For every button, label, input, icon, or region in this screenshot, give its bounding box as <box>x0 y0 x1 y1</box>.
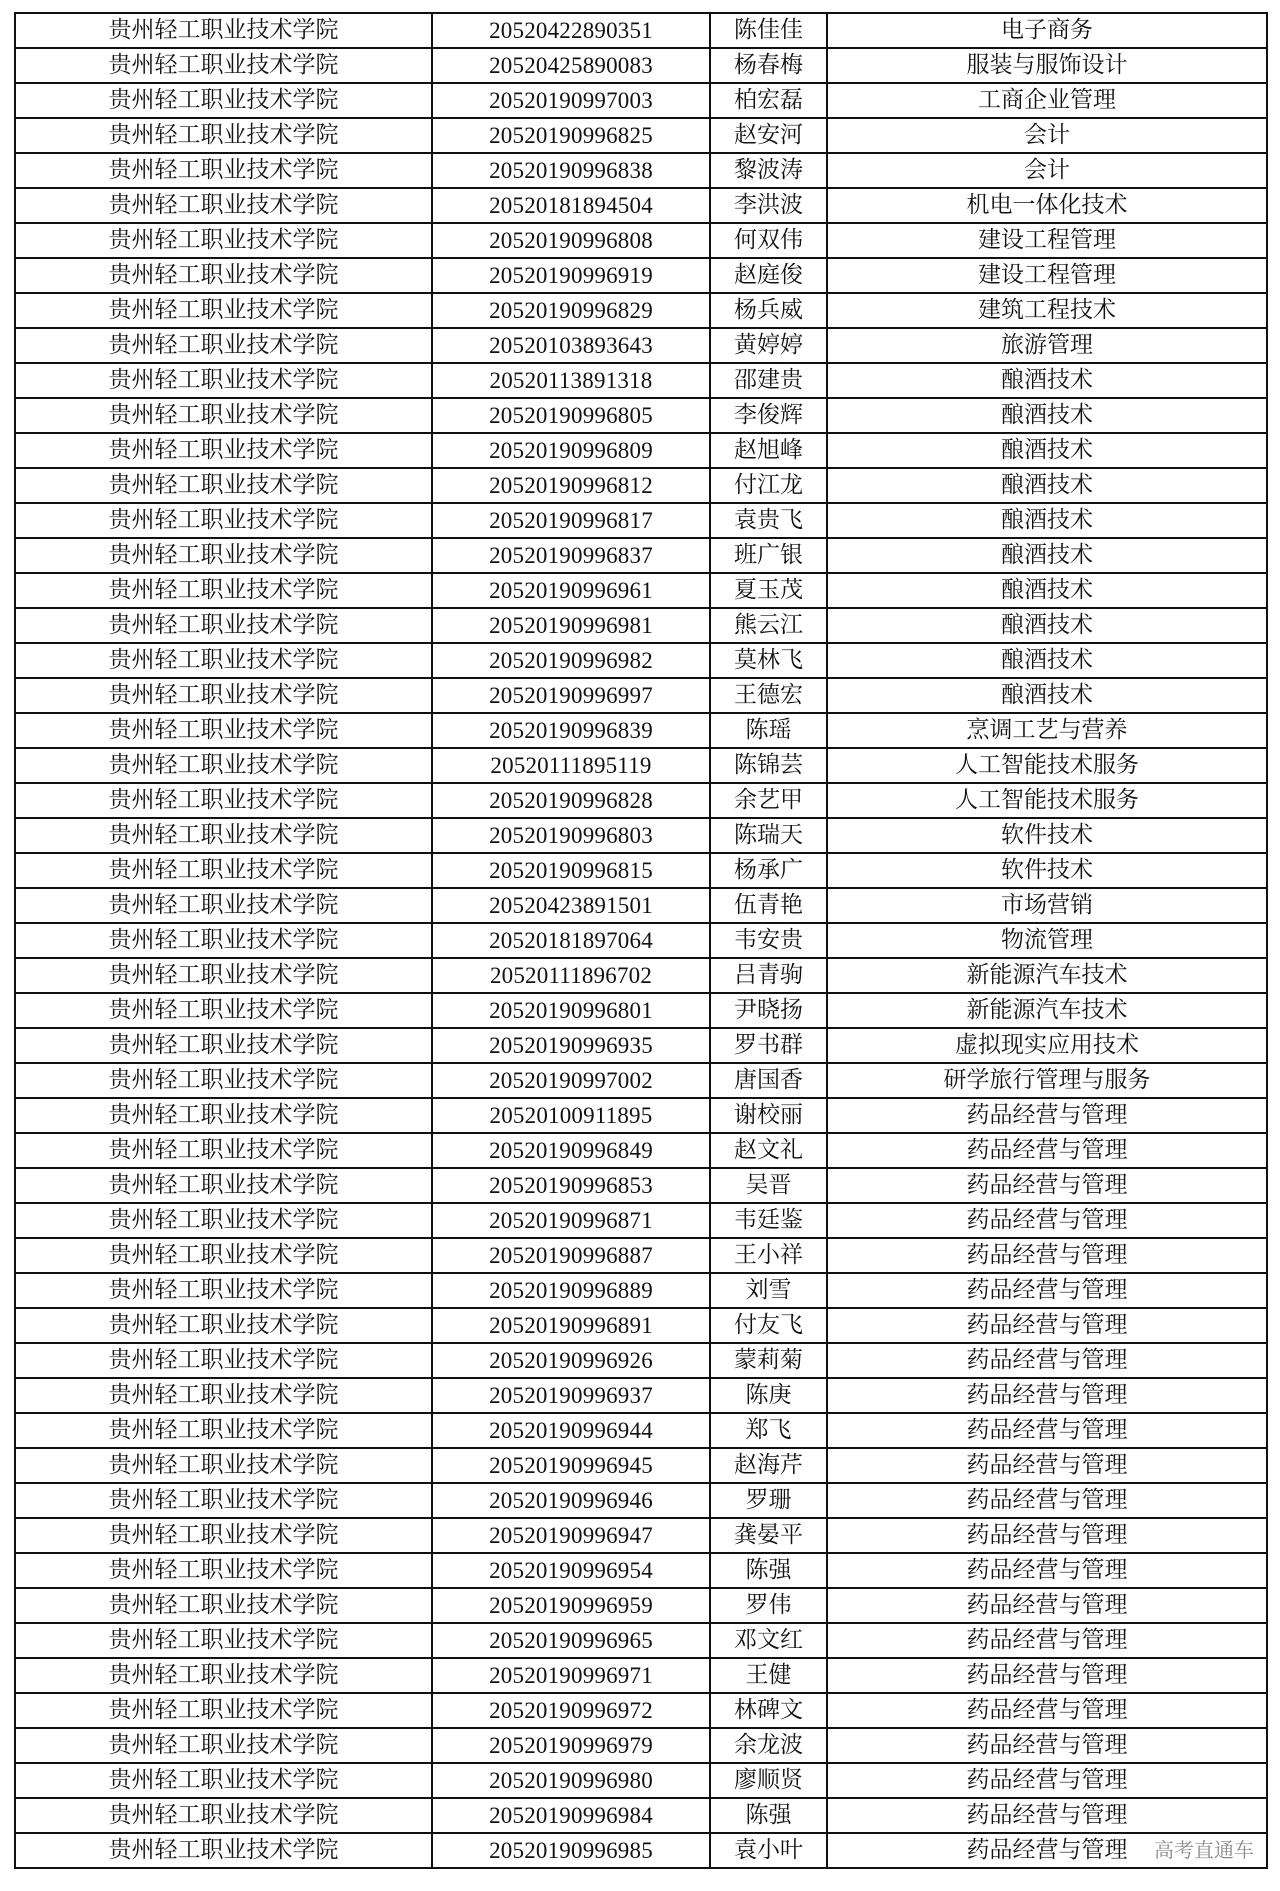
student-name-cell: 赵海芹 <box>710 1448 827 1483</box>
school-cell: 贵州轻工职业技术学院 <box>15 1798 432 1833</box>
student-name-cell: 韦廷鉴 <box>710 1203 827 1238</box>
exam-id-cell: 20520190996946 <box>432 1483 710 1518</box>
major-cell: 药品经营与管理 <box>827 1273 1267 1308</box>
table-row <box>15 573 1267 608</box>
exam-id-cell: 20520425890083 <box>432 48 710 83</box>
student-name-cell: 付友飞 <box>710 1308 827 1343</box>
major-cell: 酿酒技术 <box>827 573 1267 608</box>
major-cell: 人工智能技术服务 <box>827 783 1267 818</box>
school-cell: 贵州轻工职业技术学院 <box>15 153 432 188</box>
major-cell: 电子商务 <box>827 13 1267 48</box>
major-cell: 药品经营与管理 <box>827 1798 1267 1833</box>
exam-id-cell: 20520190996954 <box>432 1553 710 1588</box>
major-cell: 市场营销 <box>827 888 1267 923</box>
table-row <box>15 958 1267 993</box>
table-row <box>15 328 1267 363</box>
school-cell: 贵州轻工职业技术学院 <box>15 993 432 1028</box>
table-row <box>15 1518 1267 1553</box>
school-cell: 贵州轻工职业技术学院 <box>15 1833 432 1868</box>
exam-id-cell: 20520190996817 <box>432 503 710 538</box>
exam-id-cell: 20520190997003 <box>432 83 710 118</box>
student-name-cell: 袁小叶 <box>710 1833 827 1868</box>
school-cell: 贵州轻工职业技术学院 <box>15 1203 432 1238</box>
major-cell: 药品经营与管理 <box>827 1833 1267 1868</box>
exam-id-cell: 20520190997002 <box>432 1063 710 1098</box>
school-cell: 贵州轻工职业技术学院 <box>15 1693 432 1728</box>
major-cell: 酿酒技术 <box>827 468 1267 503</box>
table-row <box>15 1273 1267 1308</box>
student-name-cell: 黎波涛 <box>710 153 827 188</box>
admission-list-table <box>14 12 1268 1869</box>
table-row <box>15 398 1267 433</box>
table-row <box>15 1168 1267 1203</box>
exam-id-cell: 20520190996944 <box>432 1413 710 1448</box>
table-row <box>15 853 1267 888</box>
table-row <box>15 223 1267 258</box>
student-name-cell: 龚晏平 <box>710 1518 827 1553</box>
student-name-cell: 尹晓扬 <box>710 993 827 1028</box>
school-cell: 贵州轻工职业技术学院 <box>15 1098 432 1133</box>
student-name-cell: 陈庚 <box>710 1378 827 1413</box>
major-cell: 药品经营与管理 <box>827 1378 1267 1413</box>
table-row <box>15 1798 1267 1833</box>
school-cell: 贵州轻工职业技术学院 <box>15 258 432 293</box>
student-name-cell: 邵建贵 <box>710 363 827 398</box>
table-row <box>15 1553 1267 1588</box>
table-row <box>15 643 1267 678</box>
exam-id-cell: 20520190996945 <box>432 1448 710 1483</box>
major-cell: 药品经营与管理 <box>827 1203 1267 1238</box>
table-row <box>15 748 1267 783</box>
major-cell: 药品经营与管理 <box>827 1483 1267 1518</box>
student-name-cell: 韦安贵 <box>710 923 827 958</box>
exam-id-cell: 20520190996829 <box>432 293 710 328</box>
table-row <box>15 83 1267 118</box>
exam-id-cell: 20520190996839 <box>432 713 710 748</box>
student-name-cell: 赵文礼 <box>710 1133 827 1168</box>
table-row <box>15 1623 1267 1658</box>
student-name-cell: 王德宏 <box>710 678 827 713</box>
major-cell: 软件技术 <box>827 818 1267 853</box>
major-cell: 药品经营与管理 <box>827 1728 1267 1763</box>
major-cell: 烹调工艺与营养 <box>827 713 1267 748</box>
school-cell: 贵州轻工职业技术学院 <box>15 608 432 643</box>
table-row <box>15 993 1267 1028</box>
exam-id-cell: 20520190996825 <box>432 118 710 153</box>
school-cell: 贵州轻工职业技术学院 <box>15 1658 432 1693</box>
school-cell: 贵州轻工职业技术学院 <box>15 328 432 363</box>
exam-id-cell: 20520190996805 <box>432 398 710 433</box>
major-cell: 建筑工程技术 <box>827 293 1267 328</box>
table-row <box>15 1413 1267 1448</box>
table-row <box>15 1763 1267 1798</box>
school-cell: 贵州轻工职业技术学院 <box>15 1063 432 1098</box>
student-name-cell: 罗珊 <box>710 1483 827 1518</box>
student-name-cell: 罗伟 <box>710 1588 827 1623</box>
exam-id-cell: 20520190996838 <box>432 153 710 188</box>
school-cell: 贵州轻工职业技术学院 <box>15 923 432 958</box>
school-cell: 贵州轻工职业技术学院 <box>15 1168 432 1203</box>
school-cell: 贵州轻工职业技术学院 <box>15 1588 432 1623</box>
student-name-cell: 邓文红 <box>710 1623 827 1658</box>
school-cell: 贵州轻工职业技术学院 <box>15 1028 432 1063</box>
table-row <box>15 1343 1267 1378</box>
table-row <box>15 608 1267 643</box>
major-cell: 软件技术 <box>827 853 1267 888</box>
exam-id-cell: 20520111896702 <box>432 958 710 993</box>
exam-id-cell: 20520103893643 <box>432 328 710 363</box>
student-name-cell: 夏玉茂 <box>710 573 827 608</box>
student-name-cell: 陈瑶 <box>710 713 827 748</box>
major-cell: 酿酒技术 <box>827 643 1267 678</box>
student-name-cell: 杨春梅 <box>710 48 827 83</box>
student-name-cell: 郑飞 <box>710 1413 827 1448</box>
school-cell: 贵州轻工职业技术学院 <box>15 1518 432 1553</box>
school-cell: 贵州轻工职业技术学院 <box>15 853 432 888</box>
table-row <box>15 1308 1267 1343</box>
exam-id-cell: 20520190996808 <box>432 223 710 258</box>
table-row <box>15 258 1267 293</box>
table-row <box>15 188 1267 223</box>
exam-id-cell: 20520190996982 <box>432 643 710 678</box>
school-cell: 贵州轻工职业技术学院 <box>15 1343 432 1378</box>
major-cell: 服装与服饰设计 <box>827 48 1267 83</box>
school-cell: 贵州轻工职业技术学院 <box>15 48 432 83</box>
table-row <box>15 678 1267 713</box>
exam-id-cell: 20520190996984 <box>432 1798 710 1833</box>
student-name-cell: 付江龙 <box>710 468 827 503</box>
exam-id-cell: 20520190996871 <box>432 1203 710 1238</box>
student-name-cell: 王小祥 <box>710 1238 827 1273</box>
table-row <box>15 1693 1267 1728</box>
table-row <box>15 1063 1267 1098</box>
table-row <box>15 503 1267 538</box>
major-cell: 药品经营与管理 <box>827 1238 1267 1273</box>
exam-id-cell: 20520190996985 <box>432 1833 710 1868</box>
school-cell: 贵州轻工职业技术学院 <box>15 363 432 398</box>
student-name-cell: 伍青艳 <box>710 888 827 923</box>
exam-id-cell: 20520190996837 <box>432 538 710 573</box>
table-row <box>15 888 1267 923</box>
school-cell: 贵州轻工职业技术学院 <box>15 783 432 818</box>
exam-id-cell: 20520190996981 <box>432 608 710 643</box>
major-cell: 药品经营与管理 <box>827 1763 1267 1798</box>
major-cell: 酿酒技术 <box>827 608 1267 643</box>
student-name-cell: 赵安河 <box>710 118 827 153</box>
major-cell: 酿酒技术 <box>827 538 1267 573</box>
major-cell: 药品经营与管理 <box>827 1308 1267 1343</box>
exam-id-cell: 20520190996889 <box>432 1273 710 1308</box>
exam-id-cell: 20520190996971 <box>432 1658 710 1693</box>
school-cell: 贵州轻工职业技术学院 <box>15 643 432 678</box>
student-name-cell: 陈佳佳 <box>710 13 827 48</box>
exam-id-cell: 20520190996937 <box>432 1378 710 1413</box>
exam-id-cell: 20520190996815 <box>432 853 710 888</box>
student-name-cell: 陈瑞天 <box>710 818 827 853</box>
school-cell: 贵州轻工职业技术学院 <box>15 538 432 573</box>
school-cell: 贵州轻工职业技术学院 <box>15 713 432 748</box>
exam-id-cell: 20520190996997 <box>432 678 710 713</box>
table-row <box>15 363 1267 398</box>
major-cell: 虚拟现实应用技术 <box>827 1028 1267 1063</box>
student-name-cell: 罗书群 <box>710 1028 827 1063</box>
school-cell: 贵州轻工职业技术学院 <box>15 1238 432 1273</box>
student-name-cell: 刘雪 <box>710 1273 827 1308</box>
student-name-cell: 赵庭俊 <box>710 258 827 293</box>
exam-id-cell: 20520181897064 <box>432 923 710 958</box>
major-cell: 药品经营与管理 <box>827 1343 1267 1378</box>
exam-id-cell: 20520190996979 <box>432 1728 710 1763</box>
major-cell: 药品经营与管理 <box>827 1168 1267 1203</box>
student-name-cell: 蒙莉菊 <box>710 1343 827 1378</box>
table-row <box>15 153 1267 188</box>
school-cell: 贵州轻工职业技术学院 <box>15 1413 432 1448</box>
school-cell: 贵州轻工职业技术学院 <box>15 13 432 48</box>
major-cell: 新能源汽车技术 <box>827 958 1267 993</box>
major-cell: 机电一体化技术 <box>827 188 1267 223</box>
student-name-cell: 林碑文 <box>710 1693 827 1728</box>
table-row <box>15 1098 1267 1133</box>
student-name-cell: 廖顺贤 <box>710 1763 827 1798</box>
school-cell: 贵州轻工职业技术学院 <box>15 1448 432 1483</box>
table-row <box>15 1238 1267 1273</box>
school-cell: 贵州轻工职业技术学院 <box>15 1378 432 1413</box>
major-cell: 旅游管理 <box>827 328 1267 363</box>
exam-id-cell: 20520190996972 <box>432 1693 710 1728</box>
student-name-cell: 赵旭峰 <box>710 433 827 468</box>
major-cell: 酿酒技术 <box>827 678 1267 713</box>
exam-id-cell: 20520100911895 <box>432 1098 710 1133</box>
major-cell: 药品经营与管理 <box>827 1413 1267 1448</box>
major-cell: 药品经营与管理 <box>827 1658 1267 1693</box>
student-name-cell: 谢校丽 <box>710 1098 827 1133</box>
exam-id-cell: 20520190996853 <box>432 1168 710 1203</box>
table-row <box>15 1658 1267 1693</box>
table-row <box>15 48 1267 83</box>
school-cell: 贵州轻工职业技术学院 <box>15 888 432 923</box>
student-name-cell: 李洪波 <box>710 188 827 223</box>
table-row <box>15 468 1267 503</box>
exam-id-cell: 20520190996891 <box>432 1308 710 1343</box>
major-cell: 酿酒技术 <box>827 363 1267 398</box>
table-row <box>15 713 1267 748</box>
student-name-cell: 袁贵飞 <box>710 503 827 538</box>
major-cell: 药品经营与管理 <box>827 1623 1267 1658</box>
exam-id-cell: 20520190996935 <box>432 1028 710 1063</box>
school-cell: 贵州轻工职业技术学院 <box>15 818 432 853</box>
school-cell: 贵州轻工职业技术学院 <box>15 1133 432 1168</box>
school-cell: 贵州轻工职业技术学院 <box>15 1273 432 1308</box>
school-cell: 贵州轻工职业技术学院 <box>15 1483 432 1518</box>
exam-id-cell: 20520190996959 <box>432 1588 710 1623</box>
school-cell: 贵州轻工职业技术学院 <box>15 678 432 713</box>
school-cell: 贵州轻工职业技术学院 <box>15 1553 432 1588</box>
student-name-cell: 班广银 <box>710 538 827 573</box>
major-cell: 药品经营与管理 <box>827 1133 1267 1168</box>
exam-id-cell: 20520190996961 <box>432 573 710 608</box>
major-cell: 建设工程管理 <box>827 258 1267 293</box>
exam-id-cell: 20520190996812 <box>432 468 710 503</box>
school-cell: 贵州轻工职业技术学院 <box>15 398 432 433</box>
student-name-cell: 余艺甲 <box>710 783 827 818</box>
student-name-cell: 熊云江 <box>710 608 827 643</box>
table-row <box>15 1833 1267 1868</box>
school-cell: 贵州轻工职业技术学院 <box>15 188 432 223</box>
major-cell: 酿酒技术 <box>827 433 1267 468</box>
student-name-cell: 王健 <box>710 1658 827 1693</box>
exam-id-cell: 20520190996965 <box>432 1623 710 1658</box>
school-cell: 贵州轻工职业技术学院 <box>15 293 432 328</box>
exam-id-cell: 20520113891318 <box>432 363 710 398</box>
major-cell: 建设工程管理 <box>827 223 1267 258</box>
table-row <box>15 923 1267 958</box>
table-row <box>15 1028 1267 1063</box>
table-row <box>15 1378 1267 1413</box>
major-cell: 会计 <box>827 153 1267 188</box>
exam-id-cell: 20520190996849 <box>432 1133 710 1168</box>
table-row <box>15 1588 1267 1623</box>
school-cell: 贵州轻工职业技术学院 <box>15 503 432 538</box>
school-cell: 贵州轻工职业技术学院 <box>15 1763 432 1798</box>
student-name-cell: 唐国香 <box>710 1063 827 1098</box>
major-cell: 药品经营与管理 <box>827 1448 1267 1483</box>
table-body <box>15 13 1267 1868</box>
exam-id-cell: 20520190996926 <box>432 1343 710 1378</box>
major-cell: 新能源汽车技术 <box>827 993 1267 1028</box>
table-row <box>15 1728 1267 1763</box>
school-cell: 贵州轻工职业技术学院 <box>15 223 432 258</box>
exam-id-cell: 20520422890351 <box>432 13 710 48</box>
exam-id-cell: 20520190996947 <box>432 1518 710 1553</box>
student-name-cell: 李俊辉 <box>710 398 827 433</box>
table-row <box>15 1448 1267 1483</box>
table-row <box>15 13 1267 48</box>
table-row <box>15 118 1267 153</box>
major-cell: 药品经营与管理 <box>827 1693 1267 1728</box>
school-cell: 贵州轻工职业技术学院 <box>15 958 432 993</box>
exam-id-cell: 20520190996809 <box>432 433 710 468</box>
table-row <box>15 1483 1267 1518</box>
table-row <box>15 538 1267 573</box>
major-cell: 工商企业管理 <box>827 83 1267 118</box>
exam-id-cell: 20520423891501 <box>432 888 710 923</box>
major-cell: 人工智能技术服务 <box>827 748 1267 783</box>
table-row <box>15 818 1267 853</box>
school-cell: 贵州轻工职业技术学院 <box>15 1623 432 1658</box>
major-cell: 研学旅行管理与服务 <box>827 1063 1267 1098</box>
exam-id-cell: 20520181894504 <box>432 188 710 223</box>
student-name-cell: 柏宏磊 <box>710 83 827 118</box>
exam-id-cell: 20520190996828 <box>432 783 710 818</box>
student-name-cell: 余龙波 <box>710 1728 827 1763</box>
student-name-cell: 杨兵威 <box>710 293 827 328</box>
student-name-cell: 黄婷婷 <box>710 328 827 363</box>
school-cell: 贵州轻工职业技术学院 <box>15 118 432 153</box>
exam-id-cell: 20520111895119 <box>432 748 710 783</box>
school-cell: 贵州轻工职业技术学院 <box>15 83 432 118</box>
major-cell: 药品经营与管理 <box>827 1518 1267 1553</box>
table-row <box>15 1203 1267 1238</box>
student-name-cell: 杨承广 <box>710 853 827 888</box>
table-row <box>15 1133 1267 1168</box>
exam-id-cell: 20520190996980 <box>432 1763 710 1798</box>
student-name-cell: 陈强 <box>710 1553 827 1588</box>
exam-id-cell: 20520190996919 <box>432 258 710 293</box>
major-cell: 会计 <box>827 118 1267 153</box>
student-name-cell: 吕青驹 <box>710 958 827 993</box>
major-cell: 物流管理 <box>827 923 1267 958</box>
table-row <box>15 293 1267 328</box>
school-cell: 贵州轻工职业技术学院 <box>15 573 432 608</box>
table-row <box>15 433 1267 468</box>
student-name-cell: 陈强 <box>710 1798 827 1833</box>
major-cell: 酿酒技术 <box>827 398 1267 433</box>
school-cell: 贵州轻工职业技术学院 <box>15 1308 432 1343</box>
student-name-cell: 陈锦芸 <box>710 748 827 783</box>
major-cell: 酿酒技术 <box>827 503 1267 538</box>
school-cell: 贵州轻工职业技术学院 <box>15 1728 432 1763</box>
major-cell: 药品经营与管理 <box>827 1588 1267 1623</box>
table-row <box>15 783 1267 818</box>
student-name-cell: 莫林飞 <box>710 643 827 678</box>
school-cell: 贵州轻工职业技术学院 <box>15 468 432 503</box>
student-name-cell: 吴晋 <box>710 1168 827 1203</box>
exam-id-cell: 20520190996801 <box>432 993 710 1028</box>
student-name-cell: 何双伟 <box>710 223 827 258</box>
exam-id-cell: 20520190996803 <box>432 818 710 853</box>
major-cell: 药品经营与管理 <box>827 1553 1267 1588</box>
school-cell: 贵州轻工职业技术学院 <box>15 433 432 468</box>
exam-id-cell: 20520190996887 <box>432 1238 710 1273</box>
school-cell: 贵州轻工职业技术学院 <box>15 748 432 783</box>
watermark-text: 高考直通车 <box>1150 1834 1258 1863</box>
major-cell: 药品经营与管理 <box>827 1098 1267 1133</box>
